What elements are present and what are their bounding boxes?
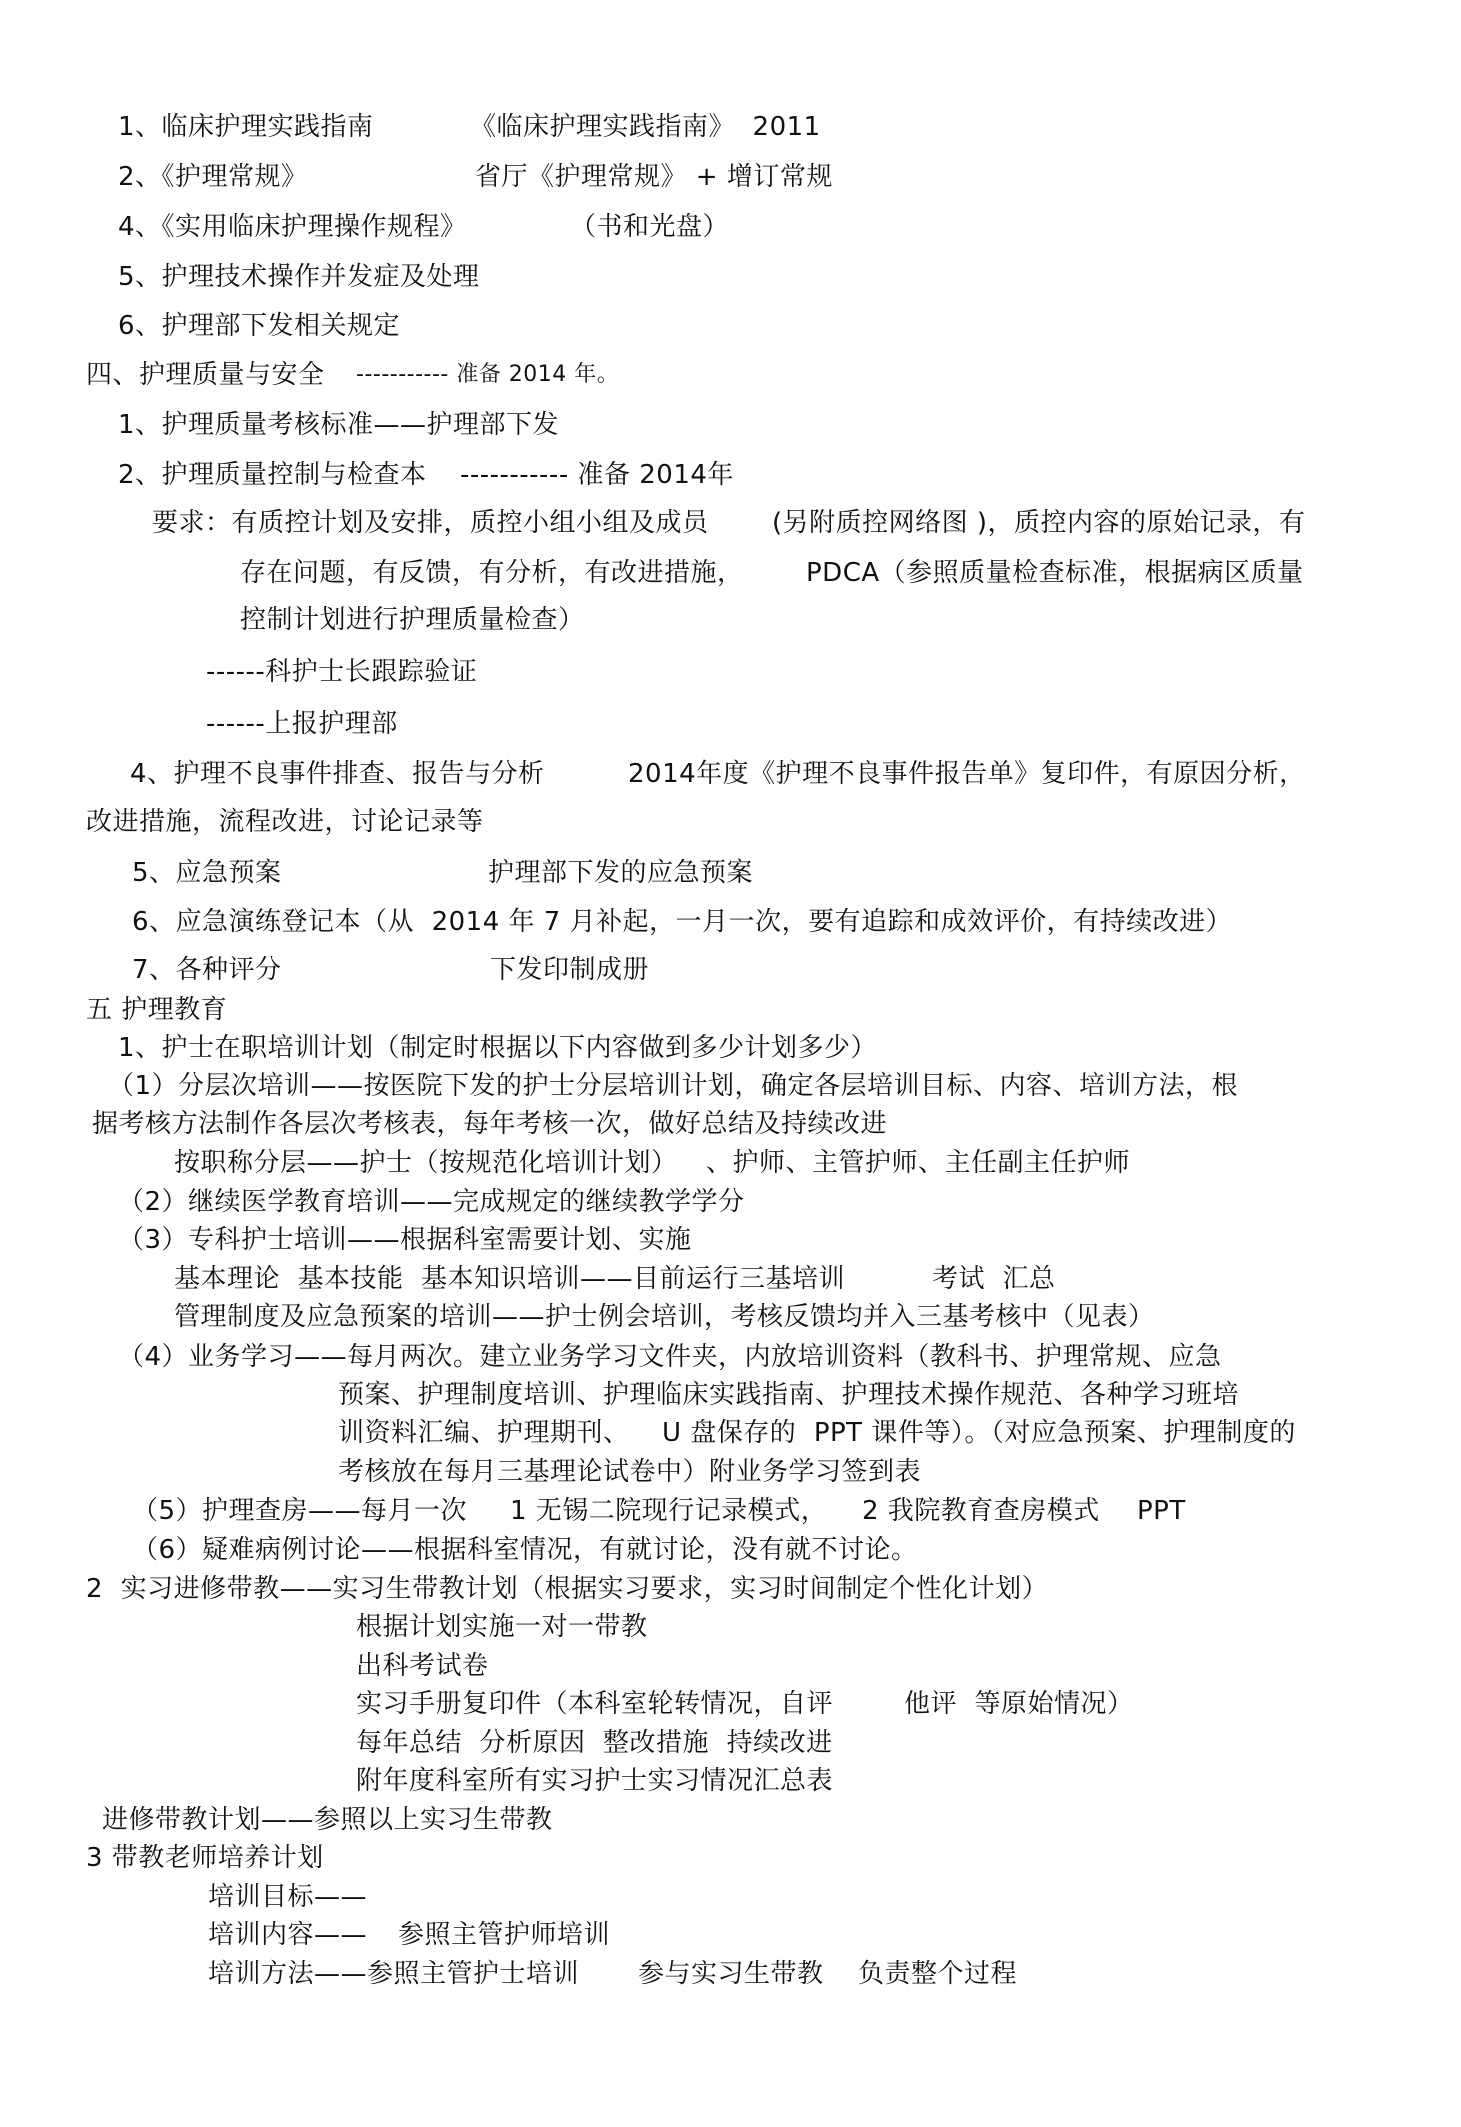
item-value: 下发印制成册: [490, 955, 650, 985]
item-value: 护理部下发的应急预案: [488, 858, 754, 888]
training-item-1-cont: 据考核方法制作各层次考核表，每年考核一次，做好总结及持续改进: [92, 1109, 888, 1139]
rounds-mode-2: 2 我院教育查房模式: [862, 1496, 1100, 1526]
item-label: 2、《护理常规》: [118, 162, 308, 192]
heading-text: 四、护理质量与安全: [86, 360, 325, 390]
item-label: 7、各种评分: [132, 955, 282, 985]
teacher-training-method: [208, 1957, 1018, 2127]
requirement-line-3: 控制计划进行护理质量检查）: [240, 605, 585, 635]
rounds-text: （5）护理查房——每月一次: [132, 1496, 468, 1526]
training-plan-title: 1、护士在职培训计划（制定时根据以下内容做到多少计划多少）: [118, 1033, 878, 1063]
tracking-line-2: ------上报护理部: [206, 709, 398, 739]
internship-item-1: 根据计划实施一对一带教: [356, 1612, 648, 1642]
internship-title: 2 实习进修带教——实习生带教计划（根据实习要求，实习时间制定个性化计划）: [86, 1574, 1049, 1604]
item-label: 5、应急预案: [132, 858, 282, 888]
basics-text-cont: 考试 汇总: [932, 1264, 1056, 1294]
materials-text-cont: U 盘保存的 PPT 课件等）。（对应急预案、护理制度的: [662, 1418, 1296, 1448]
levels-text-cont: 、护师、主管护师、主任副主任护师: [706, 1148, 1131, 1178]
training-item-4: （4）业务学习——每月两次。建立业务学习文件夹，内放培训资料（教科书、护理常规、应急: [118, 1342, 1222, 1372]
requirement-text: 存在问题，有反馈，有分析，有改进措施，: [240, 558, 744, 588]
item-label: 4、《实用临床护理操作规程》: [118, 212, 467, 242]
teacher-training-goal: 培训目标——: [208, 1882, 368, 1912]
handbook-text: 实习手册复印件（本科室轮转情况，自评: [356, 1689, 834, 1719]
internship-item-2: 出科考试卷: [356, 1651, 489, 1681]
item-label: 4、护理不良事件排查、报告与分析: [130, 759, 545, 789]
heading-note: ----------- 准备 2014 年。: [356, 362, 620, 387]
tracking-line-1: ------科护士长跟踪验证: [206, 657, 478, 687]
method-value-2: 负责整个过程: [858, 1959, 1018, 1989]
item-label: 1、临床护理实践指南: [118, 112, 374, 142]
internship-item-4: 每年总结 分析原因 整改措施 持续改进: [356, 1728, 833, 1758]
section-heading-nursing-education: 五 护理教育: [86, 995, 228, 1025]
requirement-text: 要求：有质控计划及安排，质控小组小组及成员: [152, 508, 709, 538]
teacher-training-title: 3 带教老师培养计划: [86, 1843, 324, 1873]
training-item-4-cont-3: 考核放在每月三基理论试卷中）附业务学习签到表: [338, 1457, 922, 1487]
item-value: 2014年度《护理不良事件报告单》复印件，有原因分析，: [628, 759, 1306, 789]
method-value-1: 参与实习生带教: [638, 1959, 824, 1989]
training-item-3-management: 管理制度及应急预案的培训——护士例会培训，考核反馈均并入三基考核中（见表）: [174, 1302, 1155, 1332]
item-value: （书和光盘）: [570, 212, 730, 242]
list-item-regulations: 6、护理部下发相关规定: [118, 311, 401, 341]
item-value: 省厅《护理常规》 + 增订常规: [475, 162, 833, 192]
item-value: ----------- 准备 2014年: [460, 460, 734, 490]
list-item-quality-standard: 1、护理质量考核标准——护理部下发: [118, 410, 560, 440]
training-item-4-cont-1: 预案、护理制度培训、护理临床实践指南、护理技术操作规范、各种学习班培: [338, 1380, 1240, 1410]
content-value: 参照主管护师培训: [398, 1920, 611, 1950]
requirement-text-cont: (另附质控网络图 )，质控内容的原始记录，有: [772, 508, 1306, 538]
training-item-3: （3）专科护士培训——根据科室需要计划、实施: [118, 1225, 692, 1255]
internship-item-5: 附年度科室所有实习护士实习情况汇总表: [356, 1766, 834, 1796]
materials-text: 训资料汇编、护理期刊、: [338, 1418, 630, 1448]
list-item-adverse-events-cont: 改进措施，流程改进，讨论记录等: [86, 807, 484, 837]
list-item-complications: 5、护理技术操作并发症及处理: [118, 262, 480, 292]
content-label: 培训内容——: [208, 1920, 368, 1950]
basics-text: 基本理论 基本技能 基本知识培训——目前运行三基培训: [174, 1264, 846, 1294]
rounds-ppt: PPT: [1137, 1496, 1186, 1526]
training-item-1: （1）分层次培训——按医院下发的护士分层培训计划，确定各层培训目标、内容、培训方法，根: [108, 1071, 1239, 1101]
training-item-2: （2）继续医学教育培训——完成规定的继续教学学分: [118, 1187, 745, 1217]
levels-text: 按职称分层——护士（按规范化培训计划）: [174, 1148, 678, 1178]
item-value: 《临床护理实践指南》 2011: [470, 112, 821, 142]
handbook-text-cont: 他评 等原始情况）: [904, 1689, 1134, 1719]
method-label: 培训方法——参照主管护士培训: [208, 1959, 580, 1989]
advanced-study-plan: 进修带教计划——参照以上实习生带教: [102, 1805, 553, 1835]
training-item-6: （6）疑难病例讨论——根据科室情况，有就讨论，没有就不讨论。: [132, 1535, 918, 1565]
requirement-text-cont: PDCA（参照质量检查标准，根据病区质量: [806, 558, 1304, 588]
item-label: 2、护理质量控制与检查本: [118, 460, 427, 490]
rounds-mode-1: 1 无锡二院现行记录模式，: [510, 1496, 828, 1526]
list-item-emergency-drill: 6、应急演练登记本（从 2014 年 7 月补起，一月一次，要有追踪和成效评价，有持续改进）: [132, 907, 1233, 937]
